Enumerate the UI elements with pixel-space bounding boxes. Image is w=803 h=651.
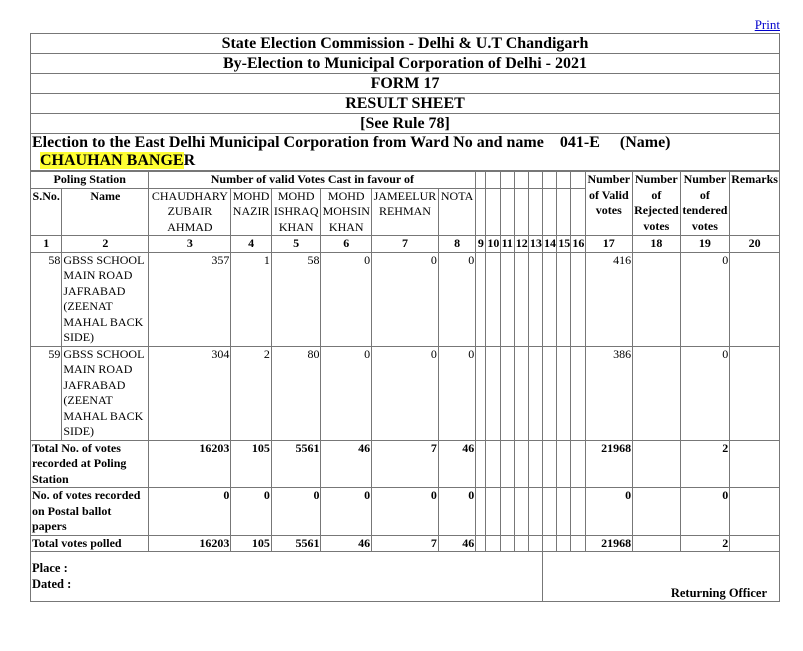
blank-cell	[514, 535, 528, 552]
col-number: 16	[572, 236, 585, 250]
blank-header-14	[543, 172, 557, 189]
officer-cell	[543, 552, 780, 602]
returning-officer-label: Returning Officer	[670, 585, 767, 600]
row-sno: 58	[31, 252, 62, 346]
vote-cell: 0	[321, 252, 372, 346]
remarks-cell	[730, 252, 780, 346]
total-vote-cell: 0	[149, 488, 231, 536]
blank-cell	[476, 188, 486, 236]
total-vote-cell: 0	[372, 488, 439, 536]
valid-votes-cell: 416	[585, 252, 633, 346]
header-rule: [See Rule 78]	[31, 114, 780, 134]
blank-cell	[514, 252, 528, 346]
blank-cell	[543, 346, 557, 440]
col-number: 13	[529, 236, 542, 250]
blank-cell	[633, 440, 681, 488]
vote-cell: 2	[231, 346, 271, 440]
col-number: 15	[558, 236, 571, 250]
blank-cell	[557, 535, 571, 552]
rejected-votes-cell	[633, 252, 681, 346]
total-vote-cell: 0	[438, 488, 475, 536]
blank-cell	[557, 488, 571, 536]
blank-cell	[528, 188, 542, 236]
total-vote-cell: 16203	[149, 440, 231, 488]
col-number: 3	[149, 236, 231, 253]
candidate-header: NOTA	[438, 188, 475, 236]
column-number-row	[31, 236, 780, 253]
blank-cell	[500, 252, 514, 346]
vote-cell: 0	[372, 252, 439, 346]
table-row	[31, 252, 780, 346]
blank-cell	[543, 535, 557, 552]
print-bar	[30, 16, 780, 33]
total-vote-cell: 7	[372, 535, 439, 552]
election-title	[31, 134, 780, 171]
blank-header-10	[486, 172, 500, 189]
print-link[interactable]: Print	[754, 17, 780, 32]
valid-votes-cell: 386	[585, 346, 633, 440]
col-number: 11	[501, 236, 513, 250]
total-vote-cell: 5561	[271, 535, 321, 552]
blank-cell	[543, 188, 557, 236]
total-vote-cell: 105	[231, 440, 271, 488]
tendered-votes-col-header: Number of tendered votes	[680, 172, 730, 236]
results-table	[30, 171, 780, 602]
blank-cell	[528, 252, 542, 346]
total-vote-cell: 46	[438, 440, 475, 488]
total-vote-cell: 0	[231, 488, 271, 536]
blank-cell	[476, 488, 486, 536]
tendered-votes-cell: 0	[680, 252, 730, 346]
total-label: Total votes polled	[31, 535, 149, 552]
row-sno: 59	[31, 346, 62, 440]
candidate-header: MOHD MOHSIN KHAN	[322, 188, 370, 234]
candidate-header: CHAUDHARY ZUBAIR AHMAD	[149, 188, 231, 236]
blank-cell	[486, 535, 500, 552]
rejected-votes-col-header: Number of Rejected votes	[633, 172, 681, 236]
header-table	[30, 33, 780, 134]
col-number: 12	[515, 236, 528, 250]
header-commission: State Election Commission - Delhi & U.T Chandigarh	[31, 34, 780, 54]
blank-cell	[557, 188, 571, 236]
total-row-postal	[31, 488, 780, 536]
total-tendered-cell: 0	[680, 488, 730, 536]
blank-cell	[500, 188, 514, 236]
total-label: No. of votes recorded on Postal ballot papers	[31, 488, 149, 536]
blank-cell	[571, 346, 585, 440]
blank-cell	[633, 535, 681, 552]
blank-cell	[528, 535, 542, 552]
blank-cell	[476, 346, 486, 440]
total-row-station	[31, 440, 780, 488]
table-row	[31, 346, 780, 440]
total-vote-cell: 7	[372, 440, 439, 488]
vote-cell: 58	[271, 252, 321, 346]
blank-cell	[500, 535, 514, 552]
blank-header-12	[514, 172, 528, 189]
blank-cell	[500, 346, 514, 440]
blank-cell	[528, 440, 542, 488]
blank-cell	[476, 535, 486, 552]
poling-station-header: Poling Station	[31, 172, 149, 189]
blank-cell	[476, 252, 486, 346]
blank-cell	[571, 440, 585, 488]
ward-name-highlight: CHAUHAN BANGE	[40, 152, 184, 169]
remarks-cell	[730, 535, 780, 552]
remarks-col-header: Remarks	[730, 172, 780, 236]
col-number: 5	[271, 236, 321, 253]
ward-name-rest: R	[183, 152, 196, 169]
total-tendered-cell: 2	[680, 535, 730, 552]
blank-cell	[557, 440, 571, 488]
blank-cell	[500, 488, 514, 536]
total-vote-cell: 46	[438, 535, 475, 552]
col-number: 7	[372, 236, 439, 253]
election-title-table	[30, 134, 780, 171]
col-number: 17	[585, 236, 633, 253]
col-number: 10	[487, 236, 500, 250]
ward-number: 041-E	[559, 134, 600, 151]
total-vote-cell: 16203	[149, 535, 231, 552]
place-date-cell	[31, 552, 543, 602]
election-prefix: Election to the East Delhi Municipal Corporation from Ward No and name	[32, 134, 544, 151]
remarks-cell	[730, 488, 780, 536]
vote-cell: 0	[321, 346, 372, 440]
blank-cell	[486, 252, 500, 346]
blank-header-11	[500, 172, 514, 189]
total-vote-cell: 46	[321, 440, 372, 488]
total-vote-cell: 46	[321, 535, 372, 552]
dated-label: Dated :	[32, 576, 72, 591]
col-number: 9	[476, 236, 486, 253]
valid-votes-col-header: Number of Valid votes	[585, 172, 633, 236]
total-vote-cell: 5561	[271, 440, 321, 488]
blank-cell	[476, 440, 486, 488]
sno-col-header: S.No.	[31, 188, 62, 236]
blank-cell	[500, 440, 514, 488]
blank-cell	[543, 252, 557, 346]
blank-cell	[486, 440, 500, 488]
blank-cell	[571, 188, 585, 236]
blank-cell	[514, 188, 528, 236]
blank-header-9	[476, 172, 486, 189]
candidate-header: MOHD NAZIR	[231, 188, 271, 236]
blank-cell	[486, 488, 500, 536]
result-sheet	[30, 16, 780, 602]
blank-header-16	[571, 172, 585, 189]
total-row-polled	[31, 535, 780, 552]
col-number: 8	[438, 236, 475, 253]
row-station-name: GBSS SCHOOL MAIN ROAD JAFRABAD (ZEENAT MAHAL BACK SIDE)	[62, 346, 149, 440]
blank-cell	[528, 488, 542, 536]
vote-cell: 0	[438, 346, 475, 440]
name-label: (Name)	[619, 134, 671, 151]
total-valid-cell: 21968	[585, 535, 633, 552]
candidate-header: MOHD ISHRAQ KHAN	[271, 188, 321, 236]
col-number: 6	[321, 236, 372, 253]
vote-cell: 0	[372, 346, 439, 440]
name-col-header: Name	[62, 188, 149, 236]
vote-cell: 0	[438, 252, 475, 346]
blank-cell	[514, 488, 528, 536]
tendered-votes-cell: 0	[680, 346, 730, 440]
col-number: 4	[231, 236, 271, 253]
signature-row	[31, 552, 780, 602]
blank-cell	[571, 535, 585, 552]
col-number: 1	[31, 236, 62, 253]
blank-cell	[571, 252, 585, 346]
remarks-cell	[730, 346, 780, 440]
blank-header-15	[557, 172, 571, 189]
blank-cell	[571, 488, 585, 536]
rejected-votes-cell	[633, 346, 681, 440]
total-label: Total No. of votes recorded at Poling Station	[31, 440, 149, 488]
row-station-name: GBSS SCHOOL MAIN ROAD JAFRABAD (ZEENAT MAHAL BACK SIDE)	[62, 252, 149, 346]
blank-cell	[557, 346, 571, 440]
blank-header-13	[528, 172, 542, 189]
vote-cell: 357	[149, 252, 231, 346]
candidate-header: JAMEELUR REHMAN	[372, 188, 439, 236]
total-tendered-cell: 2	[680, 440, 730, 488]
vote-cell: 1	[231, 252, 271, 346]
col-number: 14	[544, 236, 557, 250]
col-number: 19	[680, 236, 730, 253]
blank-cell	[486, 346, 500, 440]
col-number: 2	[62, 236, 149, 253]
col-number: 18	[633, 236, 681, 253]
header-result-sheet: RESULT SHEET	[31, 94, 780, 114]
vote-cell: 80	[271, 346, 321, 440]
blank-cell	[528, 346, 542, 440]
remarks-cell	[730, 440, 780, 488]
total-vote-cell: 0	[321, 488, 372, 536]
blank-cell	[633, 488, 681, 536]
vote-cell: 304	[149, 346, 231, 440]
col-number: 20	[730, 236, 780, 253]
total-valid-cell: 21968	[585, 440, 633, 488]
header-election: By-Election to Municipal Corporation of Delhi - 2021	[31, 54, 780, 74]
total-valid-cell: 0	[585, 488, 633, 536]
total-vote-cell: 0	[271, 488, 321, 536]
valid-votes-header: Number of valid Votes Cast in favour of	[149, 172, 476, 189]
header-form: FORM 17	[31, 74, 780, 94]
blank-cell	[543, 488, 557, 536]
blank-cell	[514, 440, 528, 488]
place-label: Place :	[32, 561, 68, 575]
blank-cell	[557, 252, 571, 346]
blank-cell	[514, 346, 528, 440]
blank-cell	[543, 440, 557, 488]
total-vote-cell: 105	[231, 535, 271, 552]
blank-cell	[486, 188, 500, 236]
